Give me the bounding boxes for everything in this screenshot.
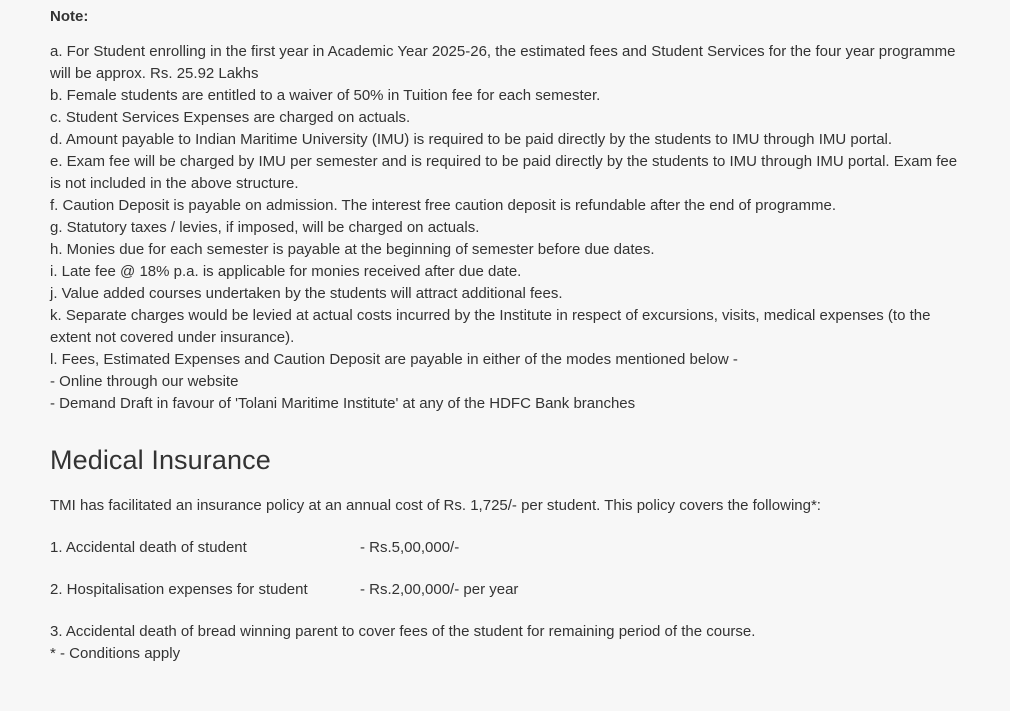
coverage-label: 2. Hospitalisation expenses for student [50, 581, 308, 598]
coverage-list [50, 517, 960, 643]
medical-insurance-intro: TMI has facilitated an insurance policy at an annual cost of Rs. 1,725/- per student. This policy covers the following*: [50, 497, 821, 514]
coverage-row [50, 559, 960, 601]
coverage-row [50, 517, 960, 559]
coverage-value: - Rs.2,00,000/- per year [360, 581, 519, 598]
note-item-l: l. Fees, Estimated Expenses and Caution Deposit are payable in either of the modes mentioned below - [50, 351, 738, 368]
note-subitem-demand-draft: - Demand Draft in favour of 'Tolani Maritime Institute' at any of the HDFC Bank branches [50, 395, 636, 412]
coverage-label: 3. Accidental death of bread winning parent to cover fees of the student for remaining period of the course. [50, 623, 756, 640]
note-item-b: b. Female students are entitled to a waiver of 50% in Tuition fee for each semester. [50, 87, 601, 104]
note-subitem-online: - Online through our website [50, 373, 239, 390]
conditions-footnote: * - Conditions apply [50, 645, 181, 662]
note-item-d: d. Amount payable to Indian Maritime University (IMU) is required to be paid directly by the students to IMU through IMU portal. [50, 131, 893, 148]
note-item-g: g. Statutory taxes / levies, if imposed, will be charged on actuals. [50, 219, 480, 236]
note-item-f: f. Caution Deposit is payable on admission. The interest free caution deposit is refundable after the end of programme. [50, 197, 837, 214]
note-item-h: h. Monies due for each semester is payable at the beginning of semester before due dates. [50, 241, 655, 258]
note-list [50, 41, 960, 415]
medical-insurance-title: Medical Insurance [50, 445, 271, 475]
coverage-row [50, 601, 960, 643]
note-item-i: i. Late fee @ 18% p.a. is applicable for monies received after due date. [50, 263, 522, 280]
note-item-e: e. Exam fee will be charged by IMU per semester and is required to be paid directly by the students to IMU through IMU portal. Exam fee is not included in the above structure. [50, 153, 958, 192]
coverage-label: 1. Accidental death of student [50, 539, 247, 556]
note-item-c: c. Student Services Expenses are charged on actuals. [50, 109, 411, 126]
note-heading: Note: [50, 8, 89, 25]
note-item-k: k. Separate charges would be levied at actual costs incurred by the Institute in respect of excursions, visits, medical expenses (to the extent not covered under insurance). [50, 307, 931, 346]
note-item-a: a. For Student enrolling in the first year in Academic Year 2025-26, the estimated fees and Student Services for the four year programme will be approx. Rs. 25.92 Lakhs [50, 43, 956, 82]
coverage-value: - Rs.5,00,000/- [360, 539, 460, 556]
note-item-j: j. Value added courses undertaken by the students will attract additional fees. [50, 285, 563, 302]
